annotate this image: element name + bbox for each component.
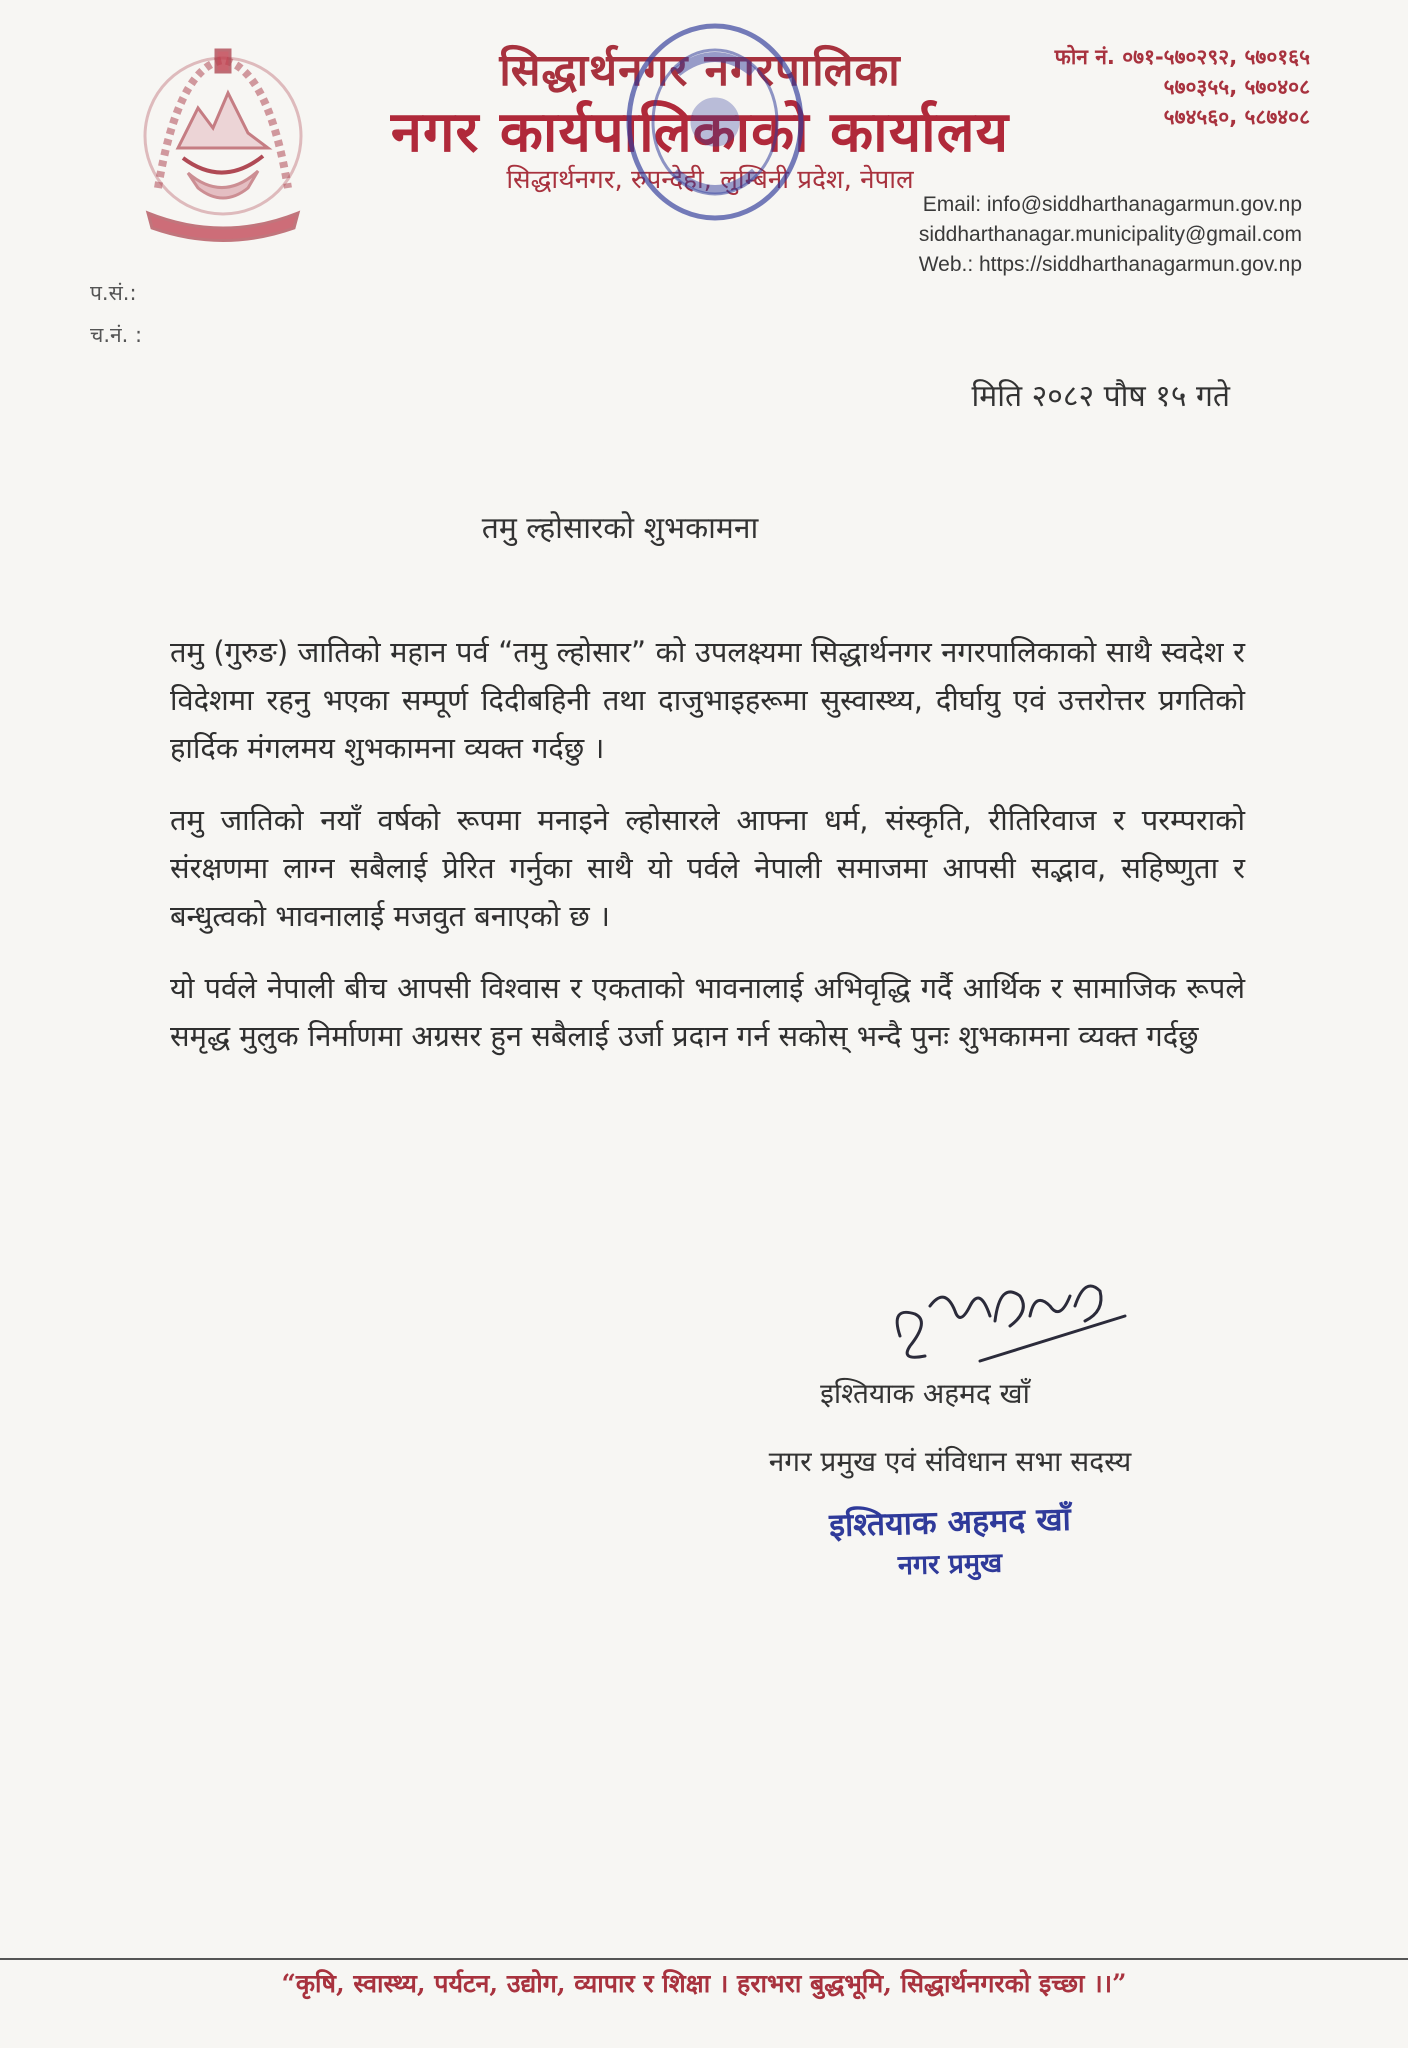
org-name-line: सिद्धार्थनगर नगरपालिका [499, 45, 901, 96]
nepal-emblem-icon [118, 38, 328, 248]
seal-signatory-name: इश्तियाक अहमद खाँ [828, 1499, 1072, 1545]
letter-body [170, 628, 1245, 1084]
signatory-name: इश्तियाक अहमद खाँ [820, 1377, 1030, 1410]
office-address-line: सिद्धार्थनगर, रुपन्देही, लुम्बिनी प्रदेश, नेपाल [506, 165, 914, 195]
phone-line: फोन नं. ०७१-५७०२९२, ५७०१६५ [1054, 45, 1310, 69]
seal-signatory-title: नगर प्रमुख [897, 1547, 1003, 1582]
email-line: Email: info@siddharthanagarmun.gov.np [922, 193, 1302, 216]
phone-line: ५७४५६०, ५८७४०८ [1163, 105, 1310, 129]
handwritten-signature [870, 1266, 1140, 1386]
footer-motto: “कृषि, स्वास्थ्य, पर्यटन, उद्योग, व्यापार र शिक्षा । हराभरा बुद्धभूमि, सिद्धार्थनगरको इच्छा ।।” [281, 1969, 1127, 1998]
website-line: Web.: https://siddharthanagarmun.gov.np [918, 253, 1302, 276]
body-paragraph: तमु जातिको नयाँ वर्षको रूपमा मनाइने ल्होसारले आफ्ना धर्म, संस्कृति, रीतिरिवाज र परम्पराको संरक्षणमा लाग्न सबैलाई प्रेरित गर्नुका साथै यो पर्वले नेपाली समाजमा आपसी सद्भाव, सहिष्णुता र बन्धुत्वको भावनालाई मजवुत बनाएको छ । [170, 803, 1245, 933]
contact-info [860, 190, 1302, 280]
gmail-line: siddharthanagar.municipality@gmail.com [918, 223, 1302, 246]
dispatch-label: च.नं. : [90, 323, 143, 347]
footer-divider [0, 1958, 1408, 1960]
office-name-line: नगर कार्यपालिकाको कार्यालय [390, 99, 1010, 165]
letter-date: मिति २०८२ पौष १५ गते [971, 379, 1230, 414]
phone-line: ५७०३५५, ५७०४०८ [1163, 75, 1310, 99]
phone-numbers [980, 42, 1310, 132]
body-paragraph: यो पर्वले नेपाली बीच आपसी विश्वास र एकताको भावनालाई अभिवृद्धि गर्दै आर्थिक र सामाजिक रूपले समृद्ध मुलुक निर्माणमा अग्रसर हुन सबैलाई उर्जा प्रदान गर्न सकोस् भन्दै पुनः शुभकामना व्यक्त गर्दछु [170, 971, 1245, 1053]
letter-subject: तमु ल्होसारको शुभकामना [481, 511, 759, 546]
signatory-title: नगर प्रमुख एवं संविधान सभा सदस्य [768, 1445, 1132, 1478]
reference-label: प.सं.: [90, 281, 137, 305]
municipality-stamp-icon [615, 12, 815, 240]
reference-numbers [90, 272, 290, 356]
body-paragraph: तमु (गुरुङ) जातिको महान पर्व “तमु ल्होसार” को उपलक्ष्यमा सिद्धार्थनगर नगरपालिकाको साथै स्वदेश र विदेशमा रहनु भएका सम्पूर्ण दिदीबहिनी तथा दाजुभाइहरूमा सुस्वास्थ्य, दीर्घायु एवं उत्तरोत्तर प्रगतिको हार्दिक मंगलमय शुभकामना व्यक्त गर्दछु । [170, 635, 1245, 765]
